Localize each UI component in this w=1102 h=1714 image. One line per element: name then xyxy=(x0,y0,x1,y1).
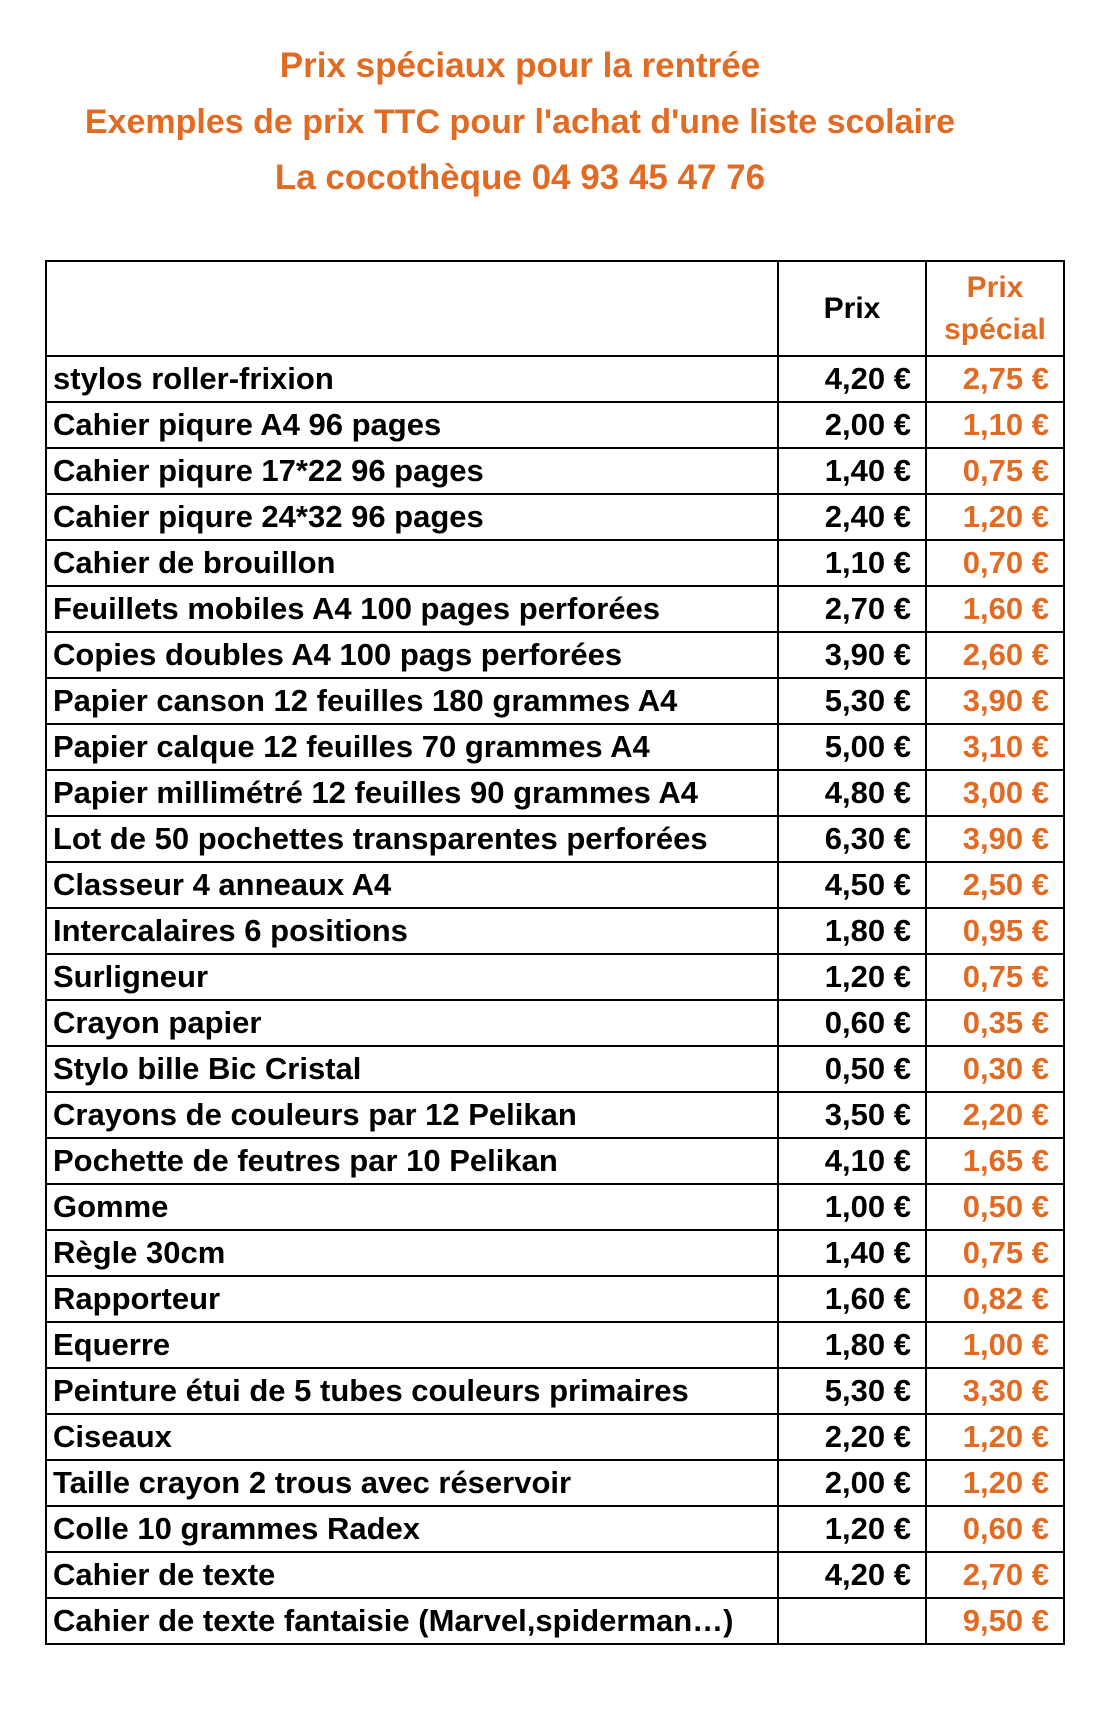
item-special-price: 2,60 € xyxy=(926,632,1064,678)
item-special-price: 0,60 € xyxy=(926,1506,1064,1552)
item-special-price: 2,50 € xyxy=(926,862,1064,908)
item-name: Equerre xyxy=(46,1322,778,1368)
item-special-price: 3,30 € xyxy=(926,1368,1064,1414)
item-name: Intercalaires 6 positions xyxy=(46,908,778,954)
item-special-price: 3,10 € xyxy=(926,724,1064,770)
header-special-line2: spécial xyxy=(944,312,1046,346)
item-name: stylos roller-frixion xyxy=(46,356,778,402)
item-price: 2,00 € xyxy=(778,402,926,448)
table-body xyxy=(46,356,1064,1644)
item-special-price: 0,82 € xyxy=(926,1276,1064,1322)
item-price: 4,80 € xyxy=(778,770,926,816)
page-title: Prix spéciaux pour la rentrée xyxy=(279,46,761,85)
item-price: 1,00 € xyxy=(778,1184,926,1230)
item-special-price: 2,20 € xyxy=(926,1092,1064,1138)
table-row xyxy=(46,586,1064,632)
table-row xyxy=(46,678,1064,724)
table-row xyxy=(46,1046,1064,1092)
item-price: 1,10 € xyxy=(778,540,926,586)
table-row xyxy=(46,632,1064,678)
item-name: Copies doubles A4 100 pags perforées xyxy=(46,632,778,678)
item-name: Gomme xyxy=(46,1184,778,1230)
item-price: 4,10 € xyxy=(778,1138,926,1184)
item-name: Rapporteur xyxy=(46,1276,778,1322)
table-row xyxy=(46,1460,1064,1506)
table-row xyxy=(46,1184,1064,1230)
item-price: 1,80 € xyxy=(778,1322,926,1368)
item-name: Surligneur xyxy=(46,954,778,1000)
item-special-price: 1,60 € xyxy=(926,586,1064,632)
table-row xyxy=(46,356,1064,402)
page-subtitle: Exemples de prix TTC pour l'achat d'une liste scolaire xyxy=(84,103,956,141)
item-price: 0,50 € xyxy=(778,1046,926,1092)
item-special-price: 0,95 € xyxy=(926,908,1064,954)
item-special-price: 1,00 € xyxy=(926,1322,1064,1368)
item-name: Cahier de texte fantaisie (Marvel,spiderman…) xyxy=(46,1598,778,1644)
item-special-price: 0,30 € xyxy=(926,1046,1064,1092)
item-special-price: 0,75 € xyxy=(926,1230,1064,1276)
table-row xyxy=(46,1414,1064,1460)
table-row xyxy=(46,1368,1064,1414)
item-price: 2,40 € xyxy=(778,494,926,540)
item-name: Cahier de brouillon xyxy=(46,540,778,586)
table-row xyxy=(46,816,1064,862)
table-header-row xyxy=(46,261,1064,356)
item-name: Classeur 4 anneaux A4 xyxy=(46,862,778,908)
table-row xyxy=(46,448,1064,494)
table-row xyxy=(46,1230,1064,1276)
item-price: 2,20 € xyxy=(778,1414,926,1460)
item-name: Cahier de texte xyxy=(46,1552,778,1598)
item-special-price: 1,20 € xyxy=(926,494,1064,540)
table-row xyxy=(46,1506,1064,1552)
header-price: Prix xyxy=(778,261,926,356)
table-row xyxy=(46,908,1064,954)
item-name: Crayon papier xyxy=(46,1000,778,1046)
table-row xyxy=(46,954,1064,1000)
item-special-price: 0,75 € xyxy=(926,954,1064,1000)
item-price: 2,70 € xyxy=(778,586,926,632)
price-table xyxy=(45,260,1065,1645)
item-name: Cahier piqure 24*32 96 pages xyxy=(46,494,778,540)
item-name: Règle 30cm xyxy=(46,1230,778,1276)
table-row xyxy=(46,540,1064,586)
header-special-price xyxy=(926,261,1064,356)
table-row xyxy=(46,770,1064,816)
item-special-price: 1,65 € xyxy=(926,1138,1064,1184)
item-name: Cahier piqure 17*22 96 pages xyxy=(46,448,778,494)
table-row xyxy=(46,1092,1064,1138)
header-item xyxy=(46,261,778,356)
item-price: 3,50 € xyxy=(778,1092,926,1138)
item-name: Taille crayon 2 trous avec réservoir xyxy=(46,1460,778,1506)
item-price: 1,60 € xyxy=(778,1276,926,1322)
item-special-price: 0,50 € xyxy=(926,1184,1064,1230)
item-special-price: 0,70 € xyxy=(926,540,1064,586)
table-row xyxy=(46,1138,1064,1184)
item-special-price: 1,10 € xyxy=(926,402,1064,448)
shop-contact: La cocothèque 04 93 45 47 76 xyxy=(274,158,766,197)
item-name: Colle 10 grammes Radex xyxy=(46,1506,778,1552)
item-price: 5,30 € xyxy=(778,1368,926,1414)
item-name: Feuillets mobiles A4 100 pages perforées xyxy=(46,586,778,632)
item-price: 5,30 € xyxy=(778,678,926,724)
table-row xyxy=(46,402,1064,448)
table-row xyxy=(46,1598,1064,1644)
item-name: Stylo bille Bic Cristal xyxy=(46,1046,778,1092)
item-special-price: 3,00 € xyxy=(926,770,1064,816)
item-name: Papier calque 12 feuilles 70 grammes A4 xyxy=(46,724,778,770)
item-price: 1,40 € xyxy=(778,448,926,494)
item-special-price: 2,75 € xyxy=(926,356,1064,402)
table-row xyxy=(46,862,1064,908)
item-name: Crayons de couleurs par 12 Pelikan xyxy=(46,1092,778,1138)
table-row xyxy=(46,494,1064,540)
item-price: 1,80 € xyxy=(778,908,926,954)
item-price: 5,00 € xyxy=(778,724,926,770)
header-special-line1: Prix xyxy=(966,270,1024,304)
item-price: 1,20 € xyxy=(778,1506,926,1552)
item-name: Pochette de feutres par 10 Pelikan xyxy=(46,1138,778,1184)
item-name: Papier canson 12 feuilles 180 grammes A4 xyxy=(46,678,778,724)
item-name: Cahier piqure A4 96 pages xyxy=(46,402,778,448)
item-special-price: 0,35 € xyxy=(926,1000,1064,1046)
item-name: Peinture étui de 5 tubes couleurs primaires xyxy=(46,1368,778,1414)
item-special-price: 3,90 € xyxy=(926,678,1064,724)
table-row xyxy=(46,724,1064,770)
table-row xyxy=(46,1552,1064,1598)
item-price: 1,40 € xyxy=(778,1230,926,1276)
item-special-price: 1,20 € xyxy=(926,1460,1064,1506)
item-name: Ciseaux xyxy=(46,1414,778,1460)
item-price: 1,20 € xyxy=(778,954,926,1000)
item-special-price: 3,90 € xyxy=(926,816,1064,862)
table-row xyxy=(46,1322,1064,1368)
item-name: Lot de 50 pochettes transparentes perforées xyxy=(46,816,778,862)
item-price: 3,90 € xyxy=(778,632,926,678)
item-price: 4,20 € xyxy=(778,1552,926,1598)
item-price: 4,20 € xyxy=(778,356,926,402)
item-price xyxy=(778,1598,926,1644)
item-special-price: 2,70 € xyxy=(926,1552,1064,1598)
item-name: Papier millimétré 12 feuilles 90 grammes A4 xyxy=(46,770,778,816)
item-special-price: 0,75 € xyxy=(926,448,1064,494)
table-row xyxy=(46,1276,1064,1322)
item-price: 0,60 € xyxy=(778,1000,926,1046)
item-special-price: 9,50 € xyxy=(926,1598,1064,1644)
item-special-price: 1,20 € xyxy=(926,1414,1064,1460)
table-row xyxy=(46,1000,1064,1046)
item-price: 2,00 € xyxy=(778,1460,926,1506)
item-price: 4,50 € xyxy=(778,862,926,908)
item-price: 6,30 € xyxy=(778,816,926,862)
